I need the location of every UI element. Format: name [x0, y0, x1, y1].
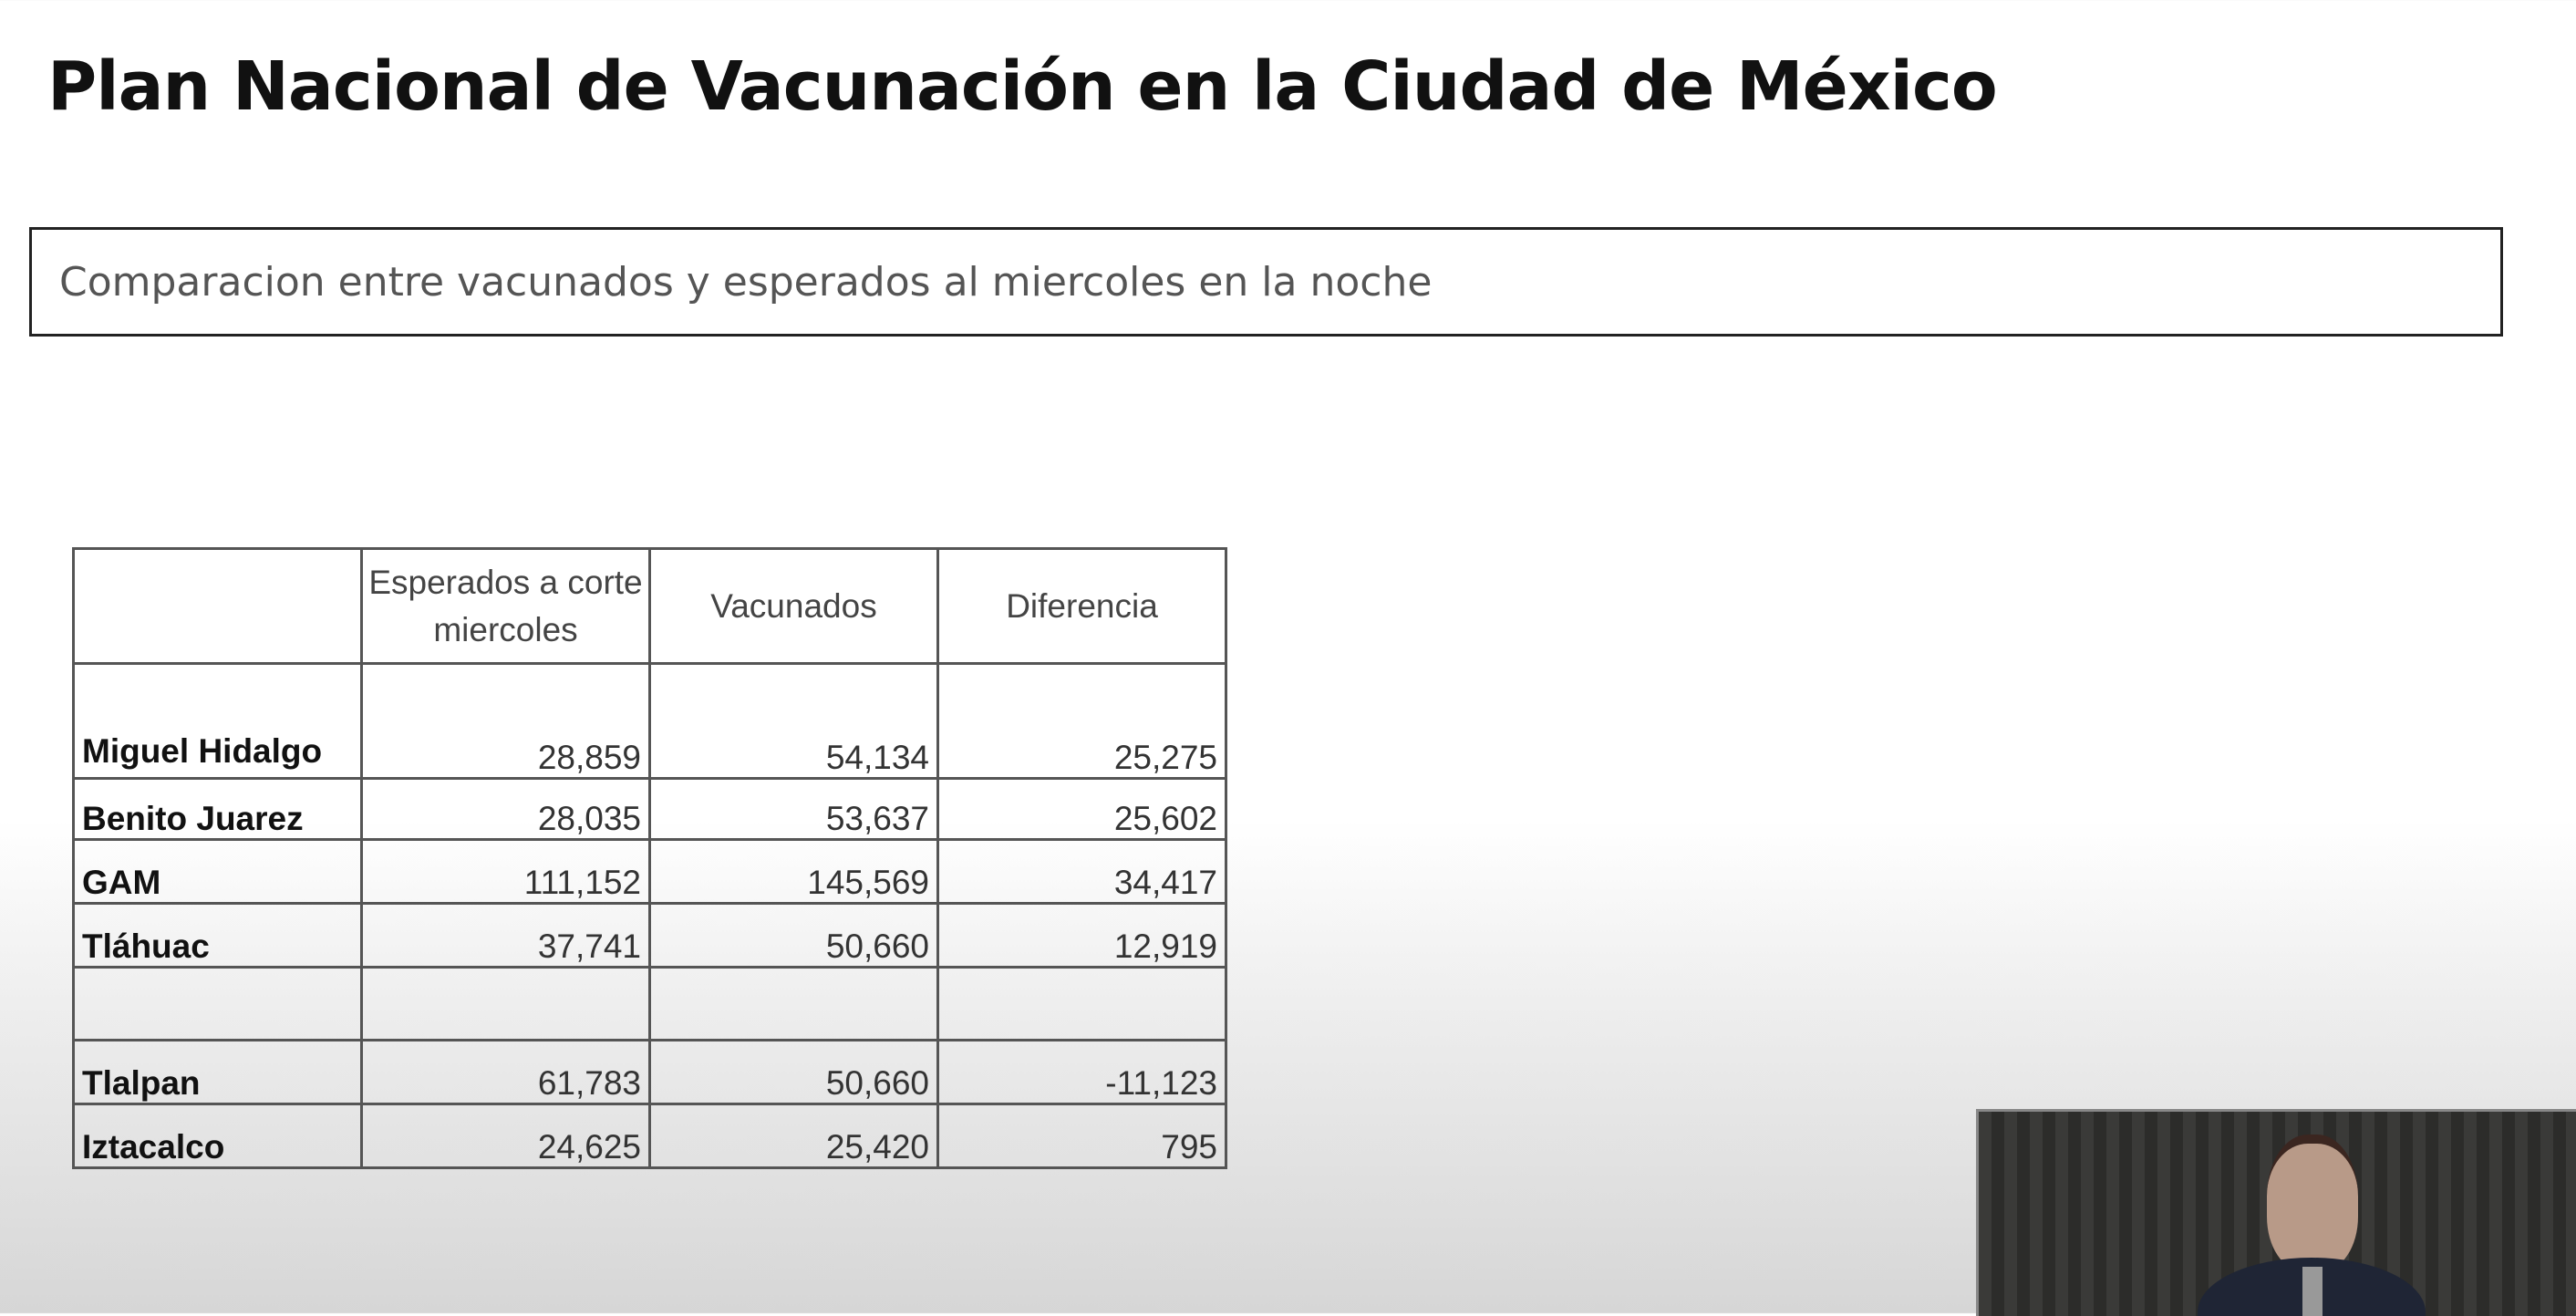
- esperados-cell: 28,859: [362, 664, 650, 779]
- table-row: [74, 1041, 1226, 1104]
- diferencia-cell: -11,123: [938, 1041, 1226, 1104]
- vacunados-cell: [650, 968, 938, 1041]
- subtitle-text: Comparacion entre vacunados y esperados al miercoles en la noche: [59, 259, 1433, 306]
- vacunados-cell: 25,420: [650, 1104, 938, 1168]
- diferencia-cell: 12,919: [938, 904, 1226, 968]
- district-cell: Benito Juarez: [74, 779, 362, 840]
- vacunados-cell: 54,134: [650, 664, 938, 779]
- vacunados-cell: 145,569: [650, 840, 938, 904]
- esperados-cell: 37,741: [362, 904, 650, 968]
- interpreter-tie: [2302, 1267, 2323, 1316]
- table-row: [74, 1104, 1226, 1168]
- header-diferencia: Diferencia: [938, 549, 1226, 664]
- vacunados-cell: 50,660: [650, 904, 938, 968]
- esperados-cell: 61,783: [362, 1041, 650, 1104]
- header-vacunados: Vacunados: [650, 549, 938, 664]
- table-header-row: [74, 549, 1226, 664]
- esperados-cell: 111,152: [362, 840, 650, 904]
- table-row: [74, 840, 1226, 904]
- vaccination-table: [72, 547, 1227, 1169]
- esperados-cell: 24,625: [362, 1104, 650, 1168]
- vacunados-cell: 53,637: [650, 779, 938, 840]
- esperados-cell: [362, 968, 650, 1041]
- header-esperados: Esperados a corte miercoles: [362, 549, 650, 664]
- table-row: [74, 968, 1226, 1041]
- subtitle-box: [29, 227, 2503, 337]
- district-cell: GAM: [74, 840, 362, 904]
- district-cell: [74, 968, 362, 1041]
- diferencia-cell: 25,275: [938, 664, 1226, 779]
- header-empty: [74, 549, 362, 664]
- table-row: [74, 779, 1226, 840]
- table-row: [74, 664, 1226, 779]
- vacunados-cell: 50,660: [650, 1041, 938, 1104]
- esperados-cell: 28,035: [362, 779, 650, 840]
- diferencia-cell: 795: [938, 1104, 1226, 1168]
- district-cell: Tláhuac: [74, 904, 362, 968]
- diferencia-cell: [938, 968, 1226, 1041]
- interpreter-head: [2267, 1135, 2358, 1271]
- table-row: [74, 904, 1226, 968]
- district-cell: Miguel Hidalgo: [74, 664, 362, 779]
- district-cell: Tlalpan: [74, 1041, 362, 1104]
- page-title: Plan Nacional de Vacunación en la Ciudad de México: [47, 47, 1997, 126]
- district-cell: Iztacalco: [74, 1104, 362, 1168]
- diferencia-cell: 25,602: [938, 779, 1226, 840]
- sign-language-interpreter-video: [1976, 1109, 2576, 1316]
- diferencia-cell: 34,417: [938, 840, 1226, 904]
